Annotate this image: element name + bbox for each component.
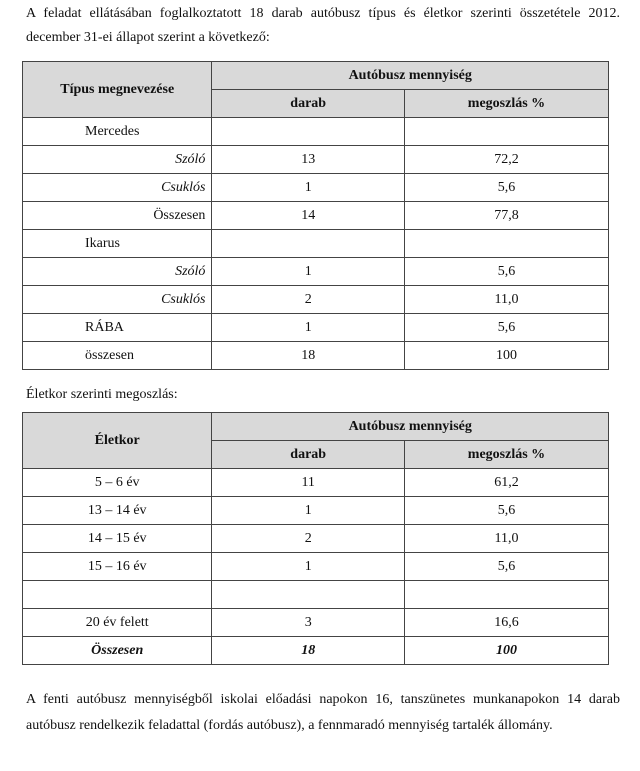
row-label: Összesen xyxy=(23,202,212,230)
closing-paragraph: A fenti autóbusz mennyiségből iskolai előadási napokon 16, tanszünetes munkanapokon 14 darab autóbusz rendelkezik feladattal (fordás autóbusz), a fennmaradó mennyiség tartalék állomány. xyxy=(26,692,620,733)
row-percentage: 72,2 xyxy=(404,146,608,174)
quantity-group-header: Autóbusz mennyiség xyxy=(212,413,609,441)
row-label: 20 év felett xyxy=(23,609,212,637)
row-label: Csuklós xyxy=(23,174,212,202)
row-percentage xyxy=(404,581,608,609)
intro-paragraph: A feladat ellátásában foglalkoztatott 18 darab autóbusz típus és életkor szerinti összetétele 2012. december 31-ei állapot szerint a következő: xyxy=(26,6,620,45)
row-label: 14 – 15 év xyxy=(23,525,212,553)
row-label: 5 – 6 év xyxy=(23,469,212,497)
row-count: 1 xyxy=(212,553,405,581)
row-percentage xyxy=(404,230,608,258)
total-row xyxy=(23,637,609,665)
row-count: 1 xyxy=(212,258,405,286)
row-label xyxy=(23,581,212,609)
row-percentage: 77,8 xyxy=(404,202,608,230)
table-row xyxy=(23,469,609,497)
table-row xyxy=(23,342,609,370)
row-label: összesen xyxy=(23,342,212,370)
row-percentage: 5,6 xyxy=(404,497,608,525)
table-row xyxy=(23,118,609,146)
row-label: 15 – 16 év xyxy=(23,553,212,581)
table-row xyxy=(23,314,609,342)
row-count: 1 xyxy=(212,497,405,525)
row-label: RÁBA xyxy=(23,314,212,342)
row-percentage: 11,0 xyxy=(404,286,608,314)
row-count xyxy=(212,118,405,146)
table-row xyxy=(23,286,609,314)
row-count: 1 xyxy=(212,174,405,202)
row-count: 2 xyxy=(212,525,405,553)
total-label: Összesen xyxy=(23,637,212,665)
table-row xyxy=(23,609,609,637)
row-percentage: 5,6 xyxy=(404,553,608,581)
row-percentage: 61,2 xyxy=(404,469,608,497)
age-section-heading: Életkor szerinti megoszlás: xyxy=(26,387,178,402)
row-count: 13 xyxy=(212,146,405,174)
table-row xyxy=(23,258,609,286)
row-count xyxy=(212,230,405,258)
row-count: 14 xyxy=(212,202,405,230)
quantity-group-header: Autóbusz mennyiség xyxy=(212,62,609,90)
row-percentage: 16,6 xyxy=(404,609,608,637)
type-header: Típus megnevezése xyxy=(23,62,212,118)
table-row xyxy=(23,146,609,174)
row-percentage: 11,0 xyxy=(404,525,608,553)
row-percentage: 5,6 xyxy=(404,314,608,342)
bus-type-table xyxy=(22,61,609,370)
table-row xyxy=(23,553,609,581)
total-count: 18 xyxy=(212,637,405,665)
row-count: 2 xyxy=(212,286,405,314)
row-label: Ikarus xyxy=(23,230,212,258)
row-percentage: 100 xyxy=(404,342,608,370)
row-label: Mercedes xyxy=(23,118,212,146)
percentage-header: megoszlás % xyxy=(404,90,608,118)
row-label: 13 – 14 év xyxy=(23,497,212,525)
count-header: darab xyxy=(212,441,405,469)
row-count xyxy=(212,581,405,609)
row-percentage xyxy=(404,118,608,146)
row-count: 3 xyxy=(212,609,405,637)
table-row xyxy=(23,525,609,553)
row-percentage: 5,6 xyxy=(404,174,608,202)
row-count: 1 xyxy=(212,314,405,342)
table-row xyxy=(23,202,609,230)
row-percentage: 5,6 xyxy=(404,258,608,286)
row-count: 18 xyxy=(212,342,405,370)
table-row xyxy=(23,174,609,202)
row-count: 11 xyxy=(212,469,405,497)
row-label: Csuklós xyxy=(23,286,212,314)
row-label: Szóló xyxy=(23,146,212,174)
table-row xyxy=(23,581,609,609)
bus-age-table xyxy=(22,412,609,665)
row-label: Szóló xyxy=(23,258,212,286)
total-percentage: 100 xyxy=(404,637,608,665)
table-row xyxy=(23,230,609,258)
table-row xyxy=(23,497,609,525)
count-header: darab xyxy=(212,90,405,118)
age-header: Életkor xyxy=(23,413,212,469)
percentage-header: megoszlás % xyxy=(404,441,608,469)
